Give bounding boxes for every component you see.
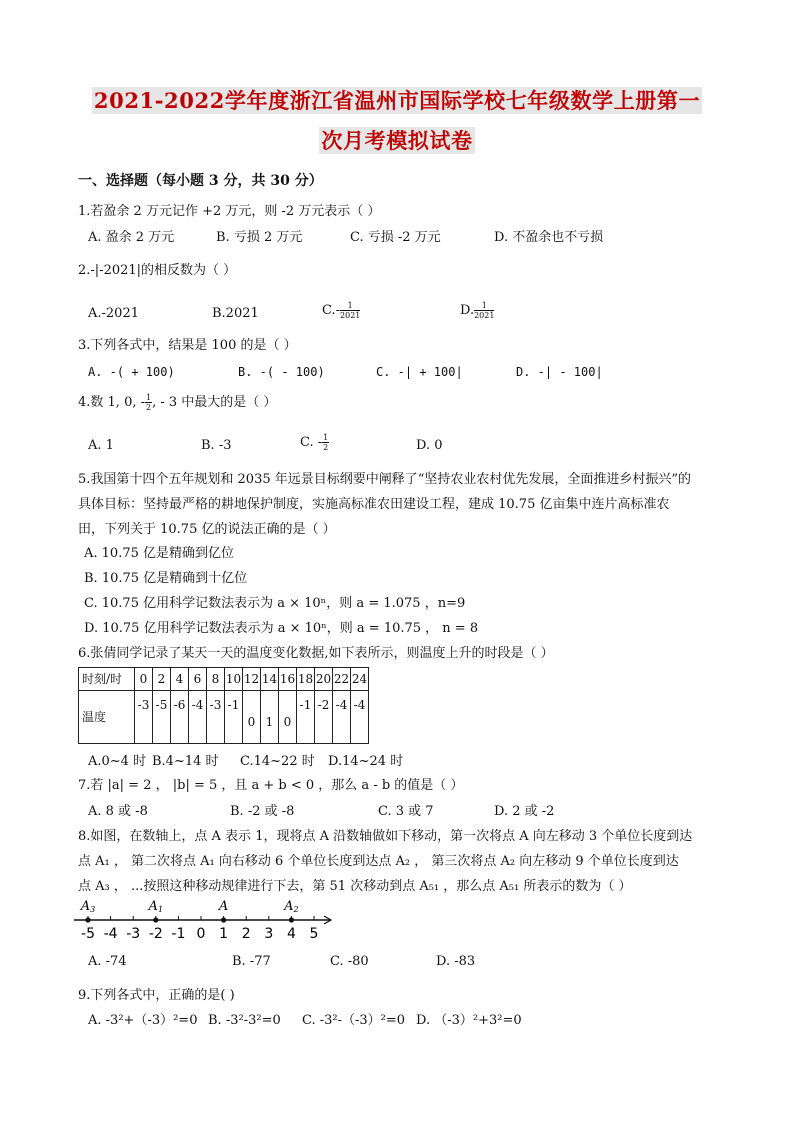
- q5-stem-line2: 具体目标：坚持最严格的耕地保护制度，实施高标准农田建设工程，建成 10.75 亿亩集中连片高标准农: [78, 497, 670, 512]
- q8-option-a: A. -74: [88, 954, 127, 969]
- q4-option-c: C. - $\frac{1}{2}$: [300, 433, 329, 452]
- table-cell: 18: [297, 668, 315, 691]
- number-line-tick-label: 3: [264, 926, 274, 942]
- number-line-tick-label: 5: [309, 926, 319, 942]
- q8-stem-line3: 点 A₃ ， ...按照这种移动规律进行下去，第 51 次移动到点 A₅₁ ，那么点 A₅₁ 所表示的数为（ ）: [78, 879, 632, 894]
- number-line-point: [289, 917, 294, 922]
- q8-option-d: D. -83: [436, 954, 476, 969]
- number-line-tick-label: -5: [81, 926, 95, 942]
- q3-option-b: B. -( - 100): [238, 365, 325, 379]
- table-header-time: 时刻/时: [79, 668, 135, 691]
- table-cell: 0: [279, 691, 297, 744]
- q4-option-a: A. 1: [88, 438, 114, 453]
- number-line-point-label: A1: [148, 899, 164, 914]
- number-line-tick-label: -4: [103, 926, 118, 942]
- temperature-table: [78, 667, 369, 744]
- q4-stem: 4.数 1, 0, - $\frac{1}{2}$ , - 3 中最大的是（ ）: [78, 393, 277, 412]
- q6-option-b: B.4~14 时: [152, 754, 219, 769]
- number-line-tick-label: -2: [148, 926, 163, 942]
- table-cell: -4: [333, 691, 351, 744]
- q7-option-d: D. 2 或 -2: [494, 804, 555, 819]
- q8-stem-line1: 8.如图，在数轴上，点 A 表示 1，现将点 A 沿数轴做如下移动，第一次将点 A 向左移动 3 个单位长度到达: [78, 829, 693, 844]
- number-line-tick-label: 0: [196, 926, 206, 942]
- q4-option-b: B. -3: [201, 438, 232, 453]
- q5-option-d: D. 10.75 亿用科学记数法表示为 a × 10ⁿ，则 a = 10.75 ， n = 8: [84, 621, 479, 636]
- table-cell: -6: [171, 691, 189, 744]
- table-header-temperature: 温度: [79, 691, 135, 744]
- q2-option-d: D. $\frac{1}{2021}$: [460, 301, 495, 320]
- number-line-tick-label: -1: [171, 926, 186, 942]
- table-row: [79, 691, 369, 744]
- q5-option-a: A. 10.75 亿是精确到亿位: [84, 546, 235, 561]
- table-cell: -4: [189, 691, 207, 744]
- q8-option-c: C. -80: [330, 954, 369, 969]
- table-cell: 0: [243, 691, 261, 744]
- table-cell: 22: [333, 668, 351, 691]
- q7-option-c: C. 3 或 7: [378, 804, 434, 819]
- q8-option-b: B. -77: [232, 954, 271, 969]
- q9-option-b: B. -3²-3²=0: [208, 1013, 281, 1028]
- table-cell: 4: [171, 668, 189, 691]
- number-line-point: [85, 917, 90, 922]
- table-cell: 0: [135, 668, 153, 691]
- q3-stem: 3.下列各式中，结果是 100 的是（ ）: [78, 338, 297, 353]
- q9-stem: 9.下列各式中，正确的是( ): [78, 988, 235, 1003]
- q5-option-c: C. 10.75 亿用科学记数法表示为 a × 10ⁿ，则 a = 1.075 ，n=9: [84, 596, 466, 611]
- q6-option-c: C.14~22 时: [240, 754, 315, 769]
- q9-option-a: A. -3²+（-3）²=0: [88, 1013, 198, 1028]
- exam-title-line1: 2021-2022学年度浙江省温州市国际学校七年级数学上册第一: [93, 88, 701, 113]
- q1-option-b: B. 亏损 2 万元: [216, 230, 303, 245]
- q6-option-a: A.0~4 时: [88, 754, 147, 769]
- q1-option-d: D. 不盈余也不亏损: [494, 230, 604, 245]
- table-cell: 1: [261, 691, 279, 744]
- table-cell: -1: [297, 691, 315, 744]
- q5-option-b: B. 10.75 亿是精确到十亿位: [84, 571, 248, 586]
- table-cell: -2: [315, 691, 333, 744]
- q5-stem-line1: 5.我国第十四个五年规划和 2035 年远景目标纲要中阐释了“坚持农业农村优先发展，全面推进乡村振兴”的: [78, 472, 692, 487]
- table-cell: -3: [207, 691, 225, 744]
- q9-option-c: C. -3²-（-3）²=0: [302, 1013, 406, 1028]
- q3-option-a: A. -( + 100): [88, 365, 175, 379]
- table-cell: 24: [351, 668, 369, 691]
- q9-option-d: D. （-3）²+3²=0: [416, 1013, 522, 1028]
- section-heading: 一、选择题（每小题 3 分，共 30 分）: [78, 173, 323, 189]
- q2-option-c: C.- $\frac{1}{2021}$: [322, 301, 361, 320]
- table-cell: -1: [225, 691, 243, 744]
- q2-option-b: B.2021: [212, 306, 259, 321]
- number-line-tick-label: 1: [219, 926, 229, 942]
- q7-option-a: A. 8 或 -8: [88, 804, 148, 819]
- number-line-figure: [72, 896, 342, 948]
- table-cell: 14: [261, 668, 279, 691]
- number-line-point-label: A2: [284, 899, 299, 914]
- q2-stem: 2.-|-2021|的相反数为（ ）: [78, 263, 237, 278]
- table-row: [79, 668, 369, 691]
- number-line-point-label: A3: [80, 899, 96, 914]
- table-cell: 2: [153, 668, 171, 691]
- table-cell: 10: [225, 668, 243, 691]
- table-cell: -5: [153, 691, 171, 744]
- table-cell: 16: [279, 668, 297, 691]
- number-line-tick-label: 4: [286, 926, 296, 942]
- q7-option-b: B. -2 或 -8: [230, 804, 295, 819]
- table-cell: 20: [315, 668, 333, 691]
- number-line-point: [221, 917, 226, 922]
- number-line-point: [153, 917, 158, 922]
- exam-title-line2: 次月考模拟试卷: [321, 128, 473, 153]
- q4-option-d: D. 0: [416, 438, 443, 453]
- number-line-tick-label: 2: [241, 926, 251, 942]
- number-line-point-label: A: [218, 899, 229, 914]
- table-cell: 12: [243, 668, 261, 691]
- q1-option-a: A. 盈余 2 万元: [88, 230, 175, 245]
- q1-option-c: C. 亏损 -2 万元: [350, 230, 441, 245]
- q1-stem: 1.若盈余 2 万元记作 +2 万元，则 -2 万元表示（ ）: [78, 204, 381, 219]
- number-line-tick-label: -3: [126, 926, 141, 942]
- q6-option-d: D.14~24 时: [328, 754, 404, 769]
- table-cell: 8: [207, 668, 225, 691]
- q7-stem: 7.若 |a| = 2 ， |b| = 5 ，且 a + b < 0 ，那么 a - b 的值是（ ）: [78, 778, 464, 793]
- q8-stem-line2: 点 A₁ ， 第二次将点 A₁ 向右移动 6 个单位长度到达点 A₂ ， 第三次将点 A₂ 向左移动 9 个单位长度到达: [78, 854, 679, 869]
- q2-option-a: A.-2021: [88, 306, 139, 321]
- q5-stem-line3: 田，下列关于 10.75 亿的说法正确的是（ ）: [78, 522, 336, 537]
- table-cell: -3: [135, 691, 153, 744]
- table-cell: 6: [189, 668, 207, 691]
- q6-stem: 6.张倩同学记录了某天一天的温度变化数据,如下表所示，则温度上升的时段是（ ）: [78, 646, 554, 661]
- q3-option-c: C. -| + 100|: [376, 365, 463, 379]
- q3-option-d: D. -| - 100|: [516, 365, 603, 379]
- table-cell: -4: [351, 691, 369, 744]
